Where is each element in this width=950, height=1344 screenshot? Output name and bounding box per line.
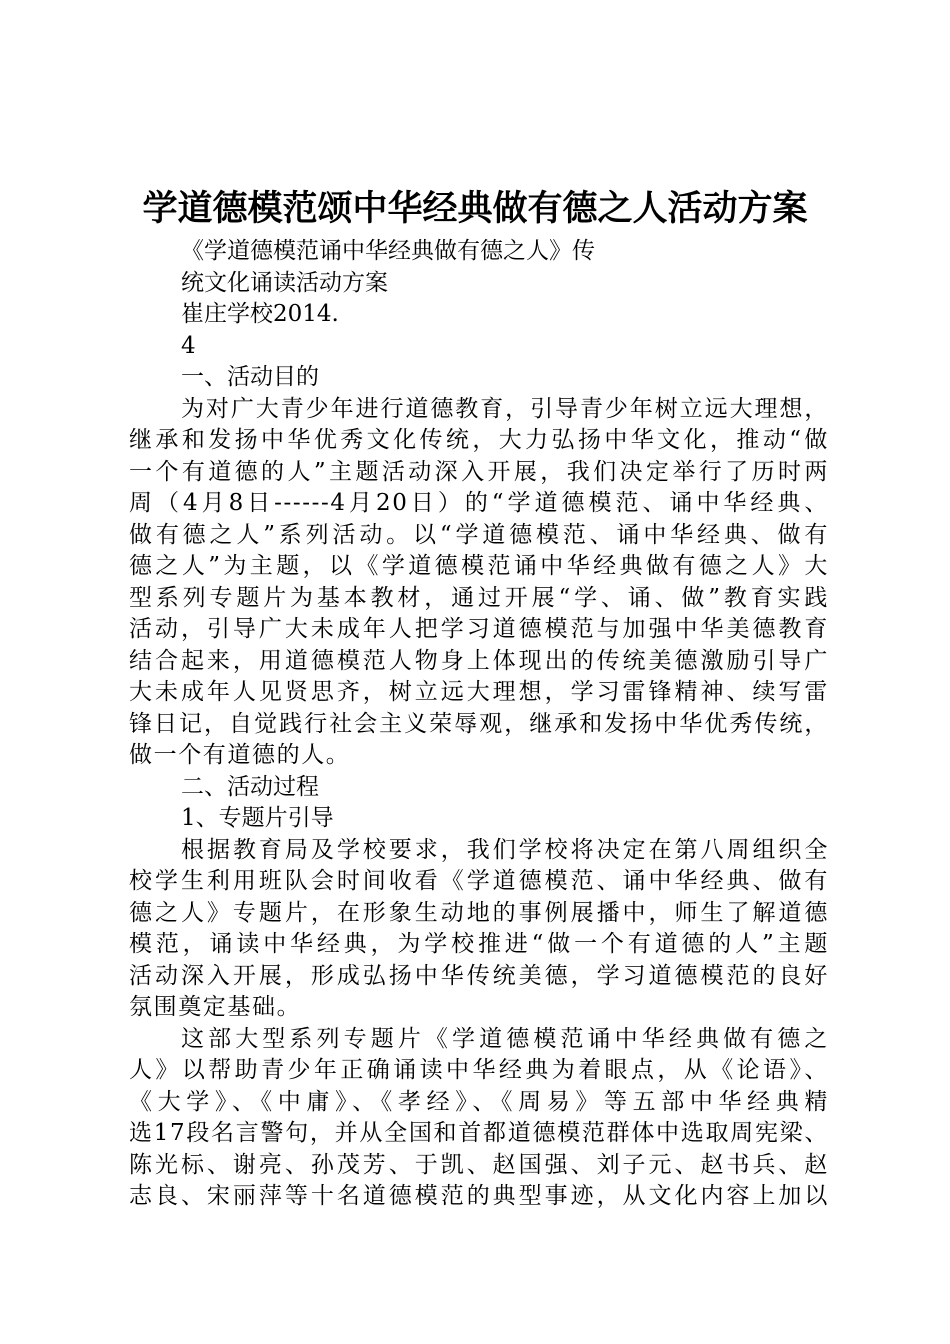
paragraph-line: 结合起来，用道德模范人物身上体现出的传统美德激励引导广 (129, 647, 829, 674)
section-heading: 二、活动过程 (181, 773, 319, 800)
paragraph-line: 型系列专题片为基本教材，通过开展“学、诵、做”教育实践 (129, 584, 829, 611)
document-title: 学道德模范颂中华经典做有德之人活动方案 (142, 188, 808, 229)
subsection-heading: 1、专题片引导 (181, 805, 334, 831)
paragraph-line: 周（4月8日------4月20日）的“学道德模范、诵中华经典、 (129, 490, 829, 516)
paragraph-line: 锋日记，自觉践行社会主义荣辱观，继承和发扬中华优秀传统， (129, 710, 829, 737)
paragraph-line: 为对广大青少年进行道德教育，引导青少年树立远大理想， (181, 395, 829, 422)
intro-line: 4 (181, 332, 196, 359)
paragraph-line: 德之人”为主题，以《学道德模范诵中华经典做有德之人》大 (129, 553, 829, 579)
paragraph-line: 陈光标、谢亮、孙茂芳、于凯、赵国强、刘子元、赵书兵、赵 (129, 1151, 829, 1178)
paragraph-line: 一个有道德的人”主题活动深入开展，我们决定举行了历时两 (129, 458, 829, 485)
document-body (129, 236, 829, 1213)
paragraph-line: 这部大型系列专题片《学道德模范诵中华经典做有德之 (181, 1025, 829, 1052)
paragraph-line: 志良、宋丽萍等十名道德模范的典型事迹，从文化内容上加以 (129, 1183, 829, 1209)
paragraph-line: 人》以帮助青少年正确诵读中华经典为着眼点，从《论语》、 (129, 1057, 829, 1083)
paragraph-line: 大未成年人见贤思齐，树立远大理想，学习雷锋精神、续写雷 (129, 679, 829, 705)
paragraph-line: 活动，引导广大未成年人把学习道德模范与加强中华美德教育 (129, 616, 829, 642)
paragraph-line: 校学生利用班队会时间收看《学道德模范、诵中华经典、做有 (129, 868, 829, 894)
intro-line: 统文化诵读活动方案 (181, 269, 388, 296)
paragraph-line: 氛围奠定基础。 (129, 994, 302, 1020)
section-heading: 一、活动目的 (181, 364, 319, 390)
paragraph-line: 活动深入开展，形成弘扬中华传统美德，学习道德模范的良好 (129, 962, 829, 989)
paragraph-line: 《大学》、《中庸》、《孝经》、《周易》等五部中华经典精 (129, 1088, 829, 1115)
paragraph-line: 根据教育局及学校要求，我们学校将决定在第八周组织全 (181, 836, 829, 863)
paragraph-line: 德之人》专题片，在形象生动地的事例展播中，师生了解道德 (129, 899, 829, 926)
paragraph-line: 做一个有道德的人。 (129, 742, 351, 768)
intro-line: 崔庄学校2014. (181, 301, 339, 327)
intro-line: 《学道德模范诵中华经典做有德之人》传 (181, 238, 595, 264)
paragraph-line: 选17段名言警句，并从全国和首都道德模范群体中选取周宪梁、 (129, 1120, 829, 1146)
paragraph-line: 做有德之人”系列活动。以“学道德模范、诵中华经典、做有 (129, 521, 829, 548)
paragraph-line: 继承和发扬中华优秀文化传统，大力弘扬中华文化，推动“做 (129, 427, 829, 453)
paragraph-line: 模范，诵读中华经典，为学校推进“做一个有道德的人”主题 (129, 931, 829, 957)
